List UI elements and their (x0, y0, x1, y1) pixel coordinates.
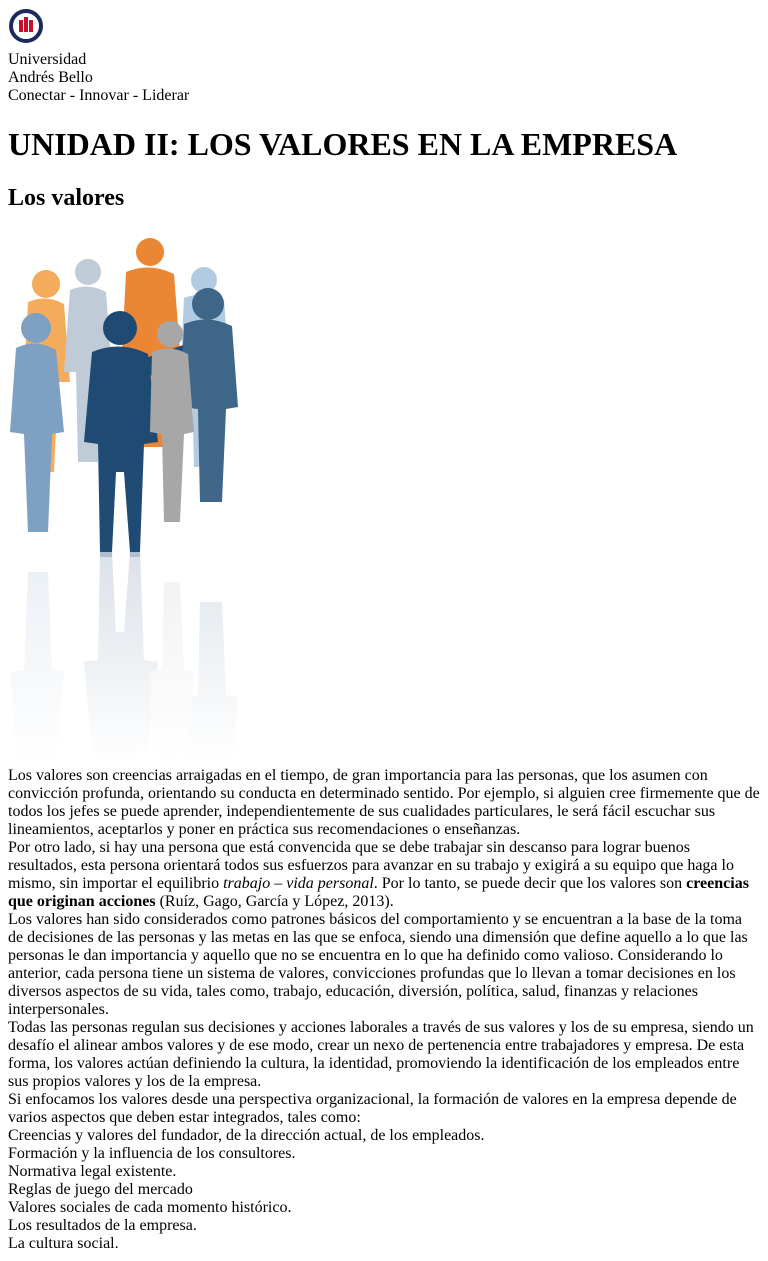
paragraph-2: Por otro lado, si hay una persona que está convencida que se debe trabajar sin descanso para lograr buenos resultados, esta persona orientará todos sus esfuerzos para avanzar en su trabajo y exigirá a su equipo que haga lo mismo, sin importar el equilibrio trabajo – vida personal. Por lo tanto, se puede decir que los valores son creencias que originan acciones (Ruíz, Gago, García y López, 2013). (8, 838, 749, 910)
paragraph-5: Si enfocamos los valores desde una perspectiva organizacional, la formación de valores en la empresa depende de varios aspectos que deben estar integrados, tales como: (8, 1090, 737, 1126)
factor-box-founder-values: Creencias y valores del fundador, de la dirección actual, de los empleados. (8, 1126, 485, 1144)
university-logo (8, 8, 760, 105)
logo-line-2: Andrés Bello (8, 69, 93, 86)
factor-box-consultants: Formación y la influencia de los consultores. (8, 1144, 296, 1162)
paragraph-4: Todas las personas regulan sus decisiones y acciones laborales a través de sus valores y los de su empresa, siendo un desafío el alinear ambos valores y de ese modo, crear un nexo de pertenencia entre trabajadores y empresa. De esta forma, los valores actúan definiendo la cultura, la identidad, promoviendo la identificación de los empleados entre sus propios valores y los de la empresa. (8, 1018, 754, 1090)
section-heading: Los valores (8, 184, 125, 211)
logo-line-1: Universidad (8, 51, 87, 68)
factor-box-social-values: Valores sociales de cada momento histórico. (8, 1198, 292, 1216)
factor-box-legal-norms: Normativa legal existente. (8, 1162, 177, 1180)
paragraph-1: Los valores son creencias arraigadas en el tiempo, de gran importancia para las personas, que los asumen con convicción profunda, orientando su conducta en determinado sentido. Por ejemplo, si alguien cree firmemente que de todos los jefes se puede aprender, independientemente de sus cualidades particulares, le será fácil escuchar sus lineamientos, aceptarlos y poner en práctica sus recomendaciones o enseñanzas. (8, 766, 760, 838)
document-page (8, 8, 760, 1253)
page-title: UNIDAD II: LOS VALORES EN LA EMPRESA (8, 126, 678, 163)
people-silhouettes-illustration (8, 232, 760, 767)
logo-tagline: Conectar - Innovar - Liderar (8, 87, 190, 104)
logo-emblem-icon (8, 8, 44, 46)
factor-box-market-rules: Reglas de juego del mercado (8, 1180, 193, 1198)
factor-box-company-results: Los resultados de la empresa. (8, 1216, 197, 1234)
paragraph-3-continued: personas le dan importancia y aquello que no se encuentra en lo que ha definido como valioso. Considerando lo anterior, cada persona tiene un sistema de valores, convicciones profundas que lo llevan a tomar decisiones en los diversos aspectos de su vida, tales como, trabajo, educación, diversión, política, salud, finanzas y relaciones interpersonales. (8, 946, 736, 1018)
factor-box-social-culture: La cultura social. (8, 1234, 119, 1252)
paragraph-3-start: Los valores han sido considerados como patrones básicos del comportamiento y se encuentran a la base de la toma de decisiones de las personas y las metas en las que se enfoca, siendo una dimensión que define aquello a lo que las (8, 910, 748, 946)
